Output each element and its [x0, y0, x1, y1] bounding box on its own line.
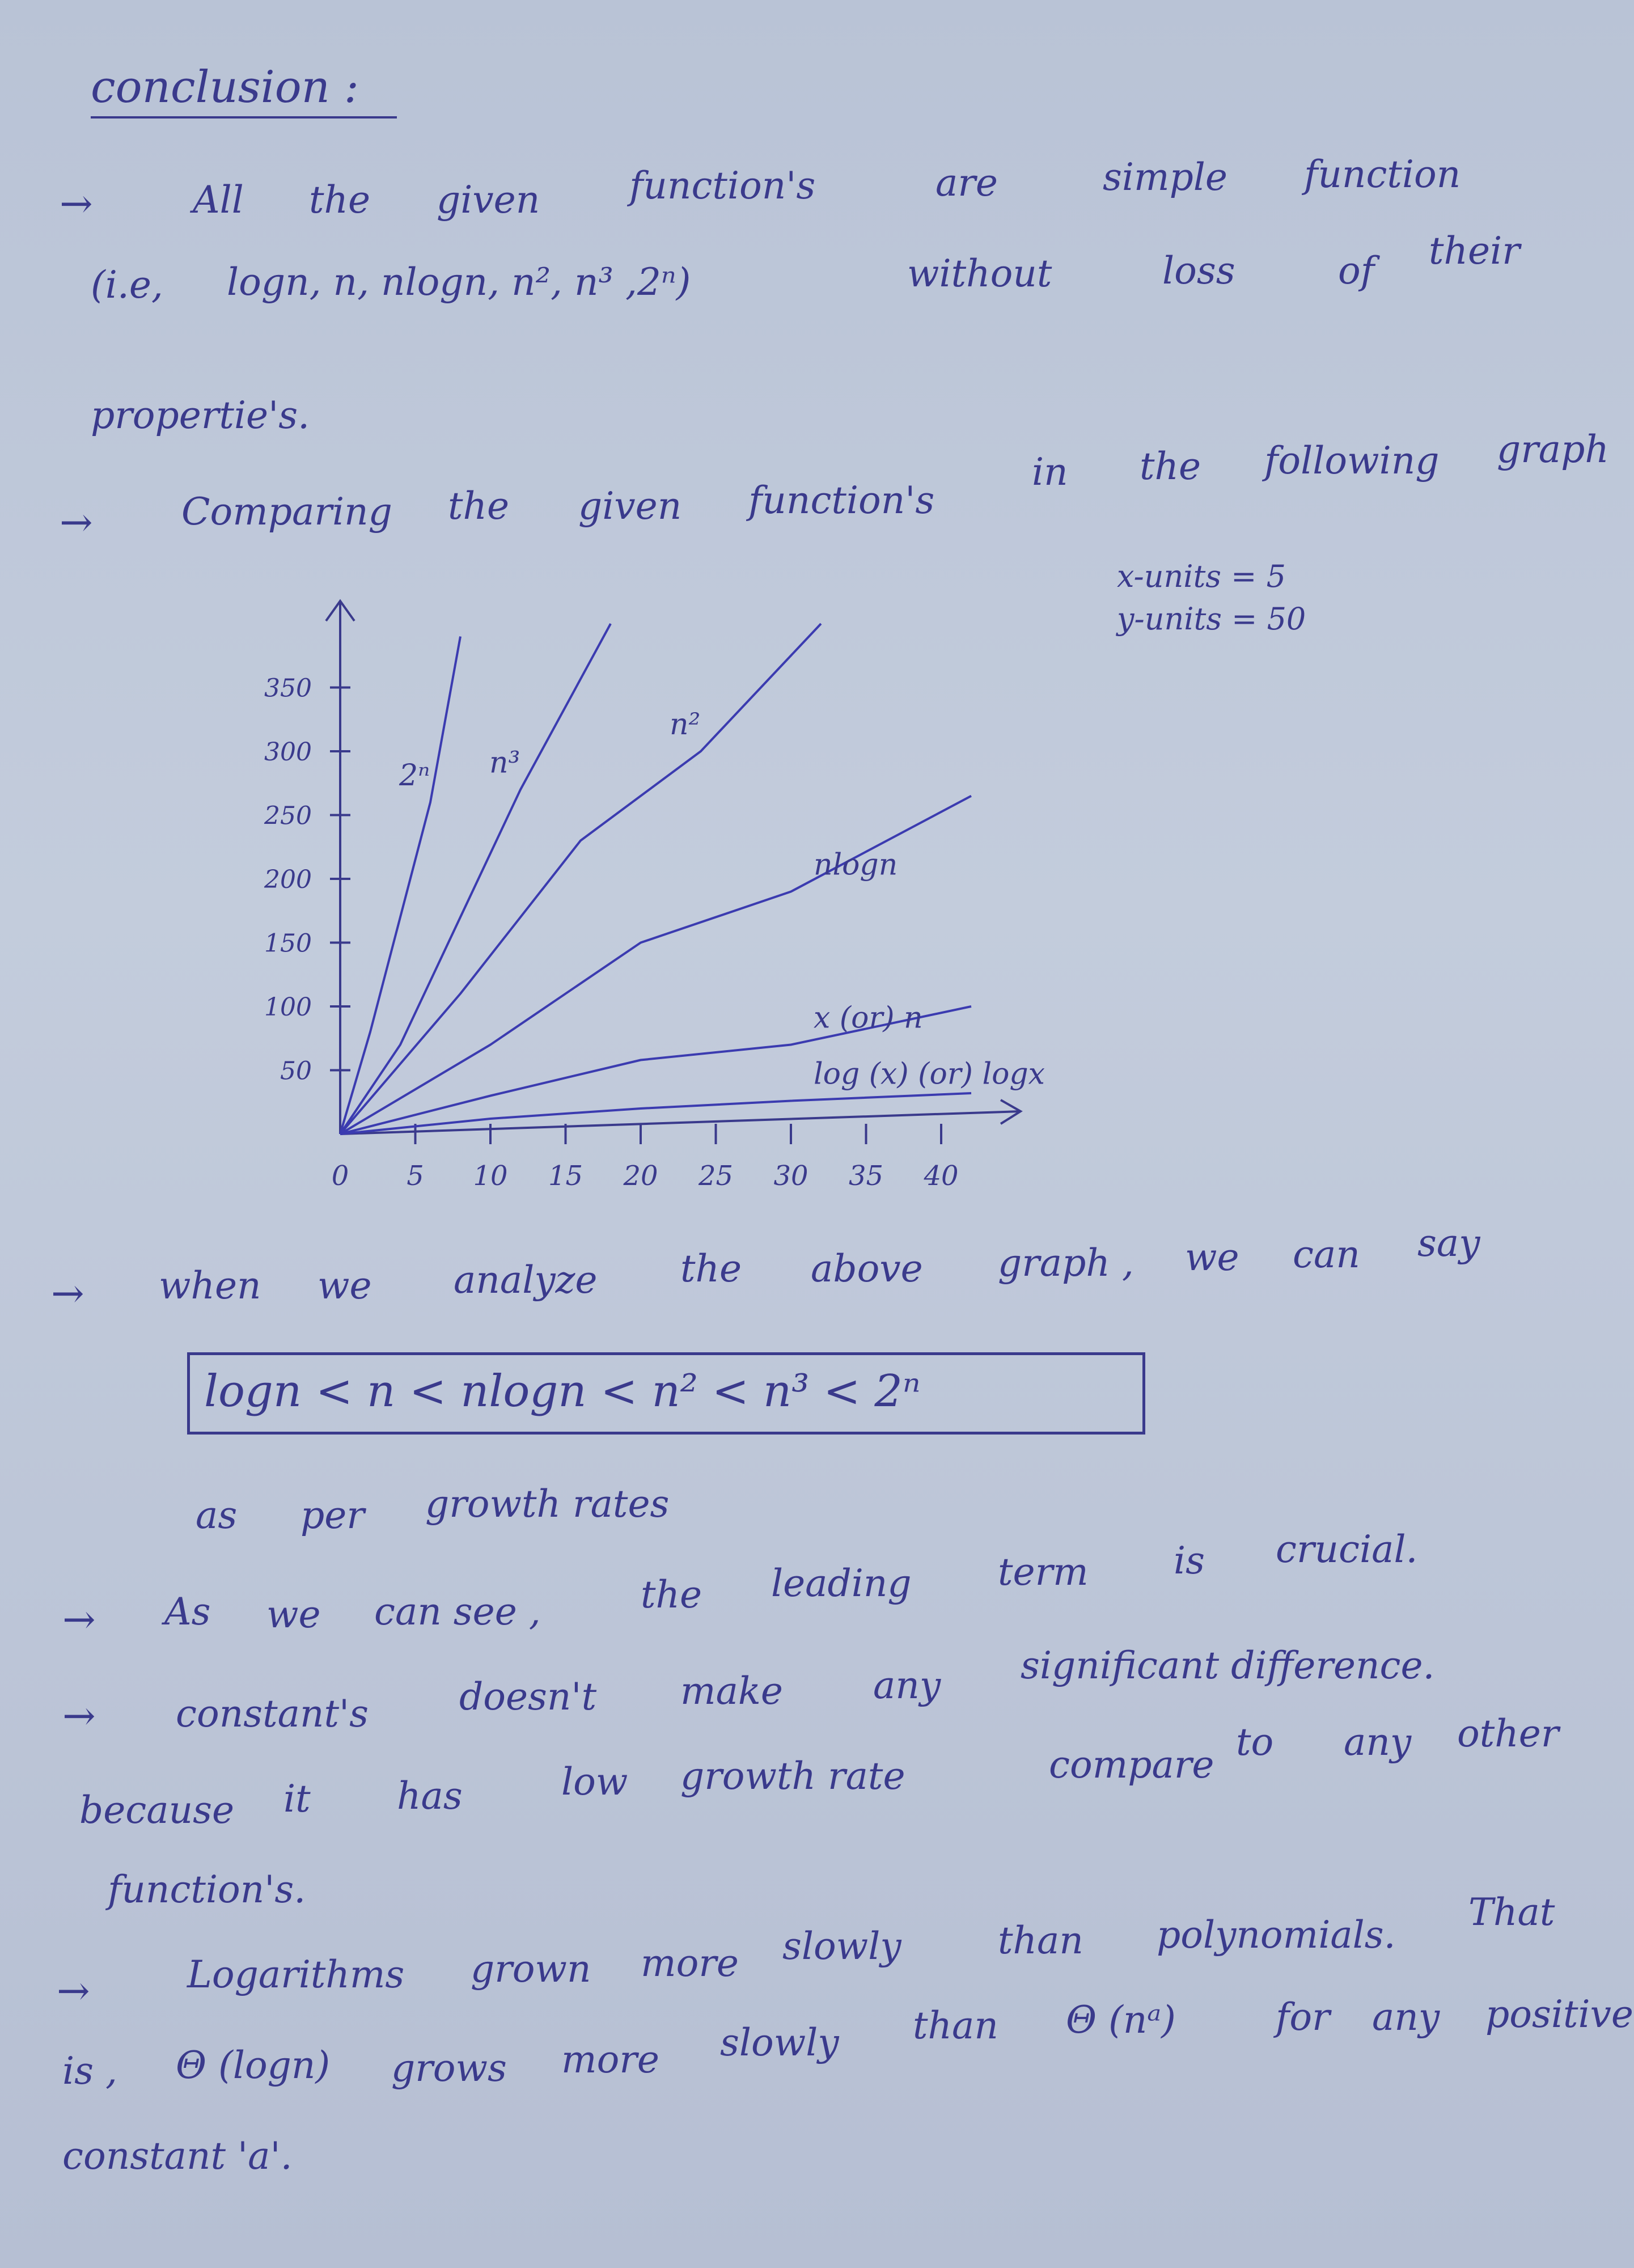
text: any [1344, 1720, 1412, 1764]
text: low [561, 1760, 628, 1804]
text: polynomials. [1157, 1913, 1396, 1957]
text: has [397, 1774, 463, 1818]
text: the [680, 1247, 742, 1290]
y-tick-label: 150 [264, 929, 312, 958]
text: constant 'a'. [62, 2134, 293, 2178]
series-line-2 [340, 624, 821, 1134]
text: any [1372, 1995, 1440, 2039]
x-tick-label: 10 [473, 1160, 508, 1192]
text: crucial. [1276, 1527, 1418, 1571]
text: function's. [108, 1868, 306, 1911]
text: doesn't [459, 1675, 597, 1719]
text: constant's [176, 1692, 369, 1736]
text: other [1457, 1712, 1559, 1755]
text: grown [471, 1947, 591, 1991]
text: loss [1162, 249, 1235, 293]
text: any [873, 1664, 941, 1707]
text: given [437, 178, 540, 222]
text: slowly [720, 2021, 839, 2064]
text: All [193, 178, 244, 222]
arrow-icon: → [60, 180, 93, 227]
y-units: y-units = 50 [1117, 601, 1306, 637]
text: their [1429, 229, 1520, 273]
text: the [309, 178, 371, 222]
text: is , [62, 2049, 117, 2093]
text: analyze [454, 1258, 598, 1302]
text: significant difference. [1021, 1644, 1435, 1687]
text: we [1185, 1235, 1239, 1279]
arrow-icon: → [60, 499, 93, 545]
text: are [935, 161, 998, 205]
arrow-icon: → [62, 1692, 96, 1739]
arrow-icon: → [62, 1596, 96, 1643]
text: as [196, 1493, 238, 1537]
series-line-0 [340, 637, 460, 1135]
growth-order-box [187, 1352, 1145, 1435]
y-tick-label: 200 [264, 865, 312, 894]
text: simple [1103, 155, 1227, 199]
text: the [1140, 445, 1201, 488]
text: the [641, 1573, 702, 1617]
text: make [680, 1669, 783, 1713]
text: we [266, 1593, 321, 1636]
text: positive [1485, 1992, 1633, 2036]
text: more [641, 1941, 739, 1985]
text: when [159, 1264, 261, 1308]
text: growth rates [425, 1482, 670, 1526]
x-tick-label: 20 [623, 1160, 658, 1192]
series-label: n³ [489, 746, 520, 780]
x-tick-label: 5 [407, 1160, 424, 1192]
text: Θ (nᵃ) [1066, 1998, 1176, 2042]
text: in [1032, 450, 1068, 494]
text: because [79, 1788, 235, 1832]
text: say [1417, 1221, 1480, 1265]
text: to [1236, 1720, 1274, 1764]
text: function [1304, 153, 1461, 196]
text: without [907, 252, 1052, 295]
text: than [913, 2004, 998, 2047]
arrow-icon: → [57, 1967, 90, 2014]
text: Comparing [181, 490, 392, 534]
text: than [998, 1919, 1083, 1962]
text: graph [1497, 428, 1609, 471]
x-tick-label: 35 [848, 1160, 884, 1192]
y-tick-label: 100 [264, 993, 312, 1022]
series-label: x (or) n [814, 1001, 923, 1035]
series-label: log (x) (or) logx [814, 1057, 1045, 1091]
text: Logarithms [187, 1953, 405, 1996]
text: propertie's. [91, 393, 310, 437]
arrow-icon: → [51, 1270, 84, 1317]
text: more [561, 2038, 659, 2081]
y-tick-label: 350 [264, 674, 312, 703]
heading: conclusion : [91, 62, 359, 113]
x-tick-label: 15 [548, 1160, 583, 1192]
text: As [164, 1590, 211, 1634]
text: leading [771, 1562, 912, 1605]
series-label: nlogn [814, 848, 898, 882]
y-tick-label: 50 [280, 1056, 312, 1086]
text: slowly [782, 1924, 901, 1968]
text: above [811, 1247, 923, 1290]
text: function's [629, 164, 816, 208]
x-units: x-units = 5 [1117, 558, 1286, 594]
x-tick-label: 30 [773, 1160, 808, 1192]
text: the [448, 484, 510, 528]
text: is [1174, 1539, 1205, 1582]
growth-order: logn < n < nlogn < n² < n³ < 2ⁿ [204, 1366, 921, 1417]
text: graph , [998, 1241, 1134, 1285]
series-label: n² [670, 708, 701, 742]
text: following [1264, 439, 1440, 483]
text: can see , [374, 1590, 541, 1634]
text: we [318, 1264, 372, 1308]
text: grows [391, 2046, 507, 2090]
series-line-1 [340, 624, 611, 1134]
x-tick-label: 40 [924, 1160, 959, 1192]
text: term [998, 1550, 1089, 1594]
y-tick-label: 300 [264, 738, 312, 767]
text: That [1468, 1890, 1555, 1934]
text: Θ (logn) [176, 2043, 331, 2087]
text: for [1276, 1995, 1330, 2039]
text: per [300, 1493, 365, 1537]
series-line-5 [340, 1093, 971, 1134]
text: it [283, 1777, 311, 1821]
series-label: 2ⁿ [399, 759, 430, 793]
text: of [1338, 249, 1375, 293]
text: function's [748, 479, 935, 522]
text: growth rate [680, 1754, 905, 1798]
text: (i.e, [91, 263, 163, 307]
x-tick-label: 0 [331, 1160, 349, 1192]
text: logn, n, nlogn, n², n³ ,2ⁿ) [227, 260, 691, 304]
x-tick-label: 25 [698, 1160, 734, 1192]
y-tick-label: 250 [264, 801, 312, 831]
text: can [1293, 1233, 1360, 1276]
text: given [578, 484, 682, 528]
text: compare [1049, 1743, 1214, 1787]
